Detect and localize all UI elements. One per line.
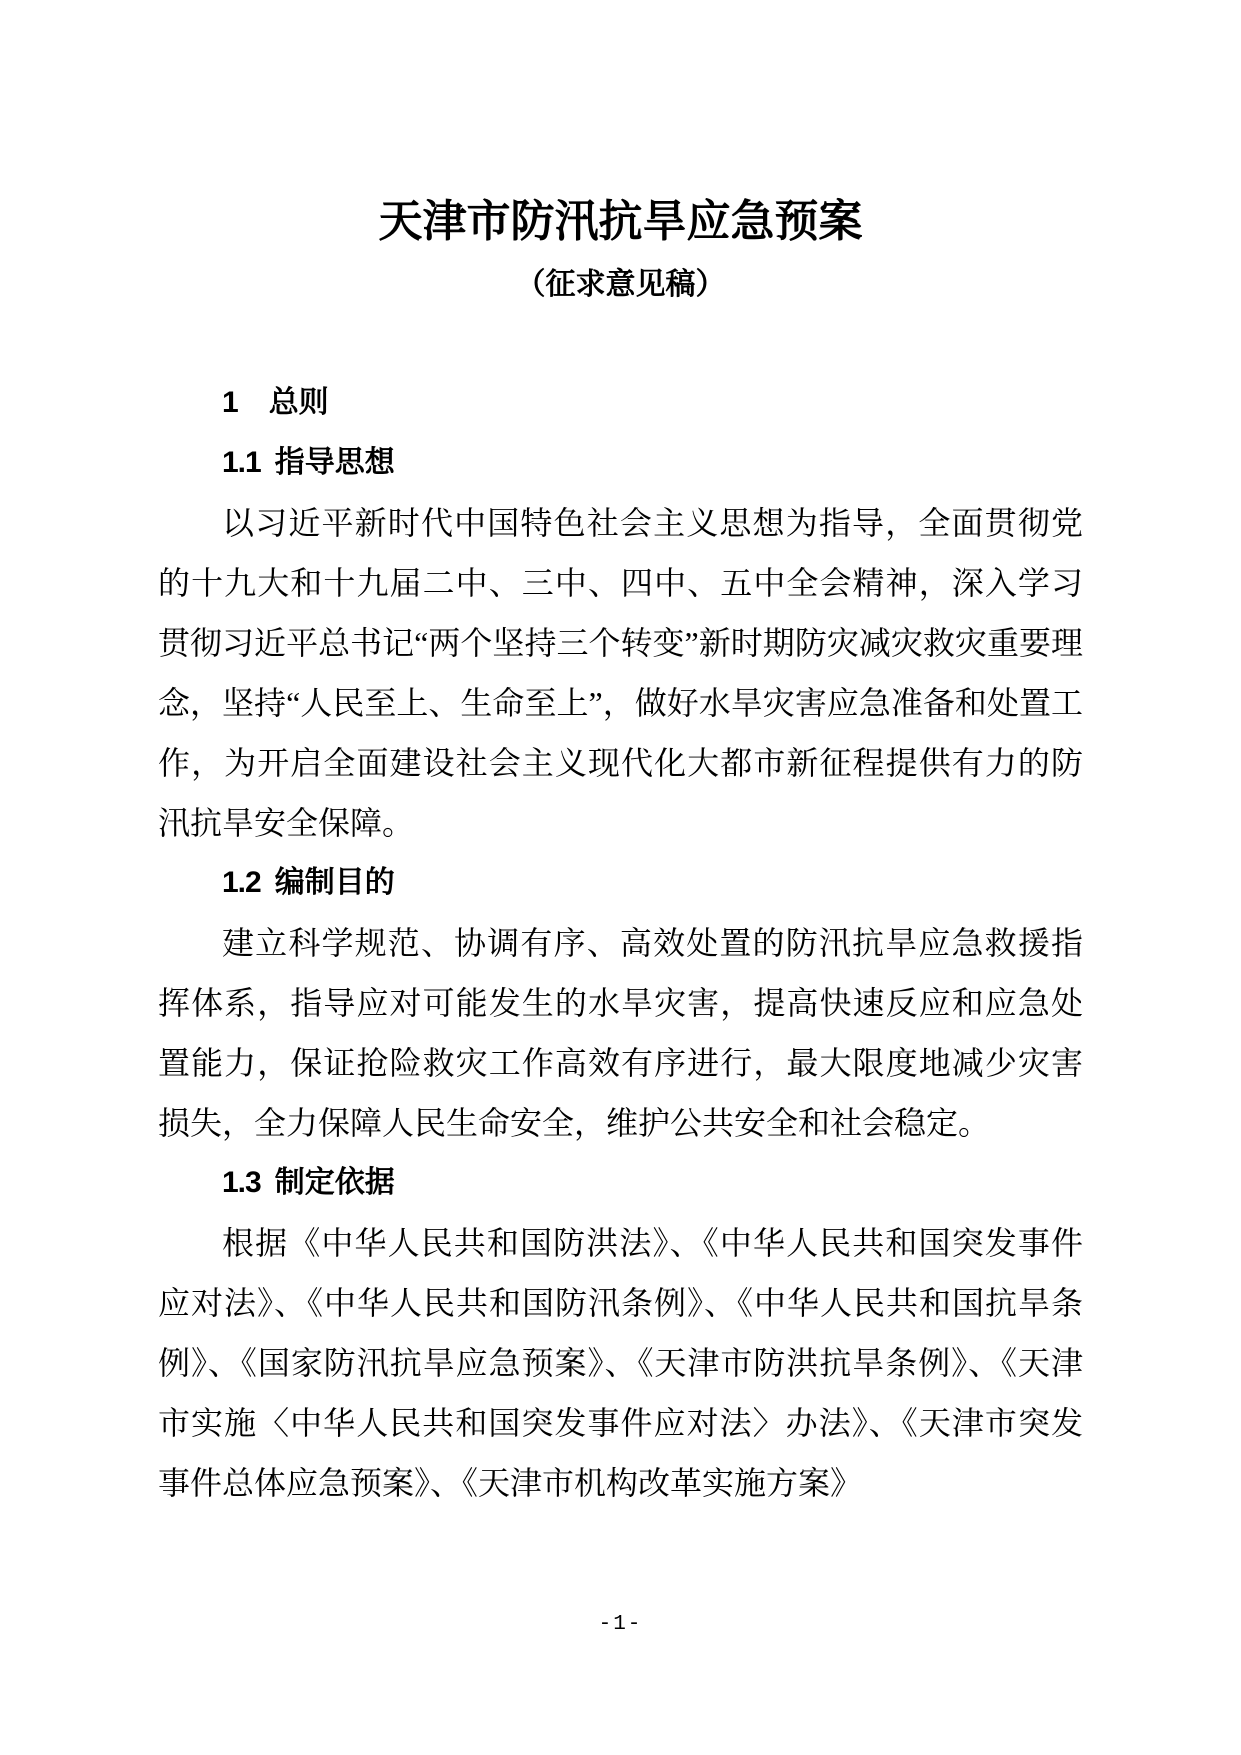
section-1-3-paragraph: 根据《中华人民共和国防洪法》、《中华人民共和国突发事件应对法》、《中华人民共和国防汛条例》、《中华人民共和国抗旱条例》、《国家防汛抗旱应急预案》、《天津市防洪抗旱条例》、《天津市实施〈中华人民共和国突发事件应对法〉办法》、《天津市突发事件总体应急预案》、《天津市机构改革实施方案》 xyxy=(158,1225,1083,1501)
document-body xyxy=(158,373,1083,1513)
section-1-1-paragraph: 以习近平新时代中国特色社会主义思想为指导，全面贯彻党的十九大和十九届二中、三中、四中、五中全会精神，深入学习贯彻习近平总书记“两个坚持三个转变”新时期防灾减灾救灾重要理念，坚持“人民至上、生命至上”，做好水旱灾害应急准备和处置工作，为开启全面建设社会主义现代化大都市新征程提供有力的防汛抗旱安全保障。 xyxy=(158,505,1083,841)
section-1-1-label: 指导思想 xyxy=(274,446,395,479)
document-title: 天津市防汛抗旱应急预案 xyxy=(378,197,863,246)
section-1-number: 1 xyxy=(222,386,239,419)
section-1-1-number: 1.1 xyxy=(222,446,261,479)
document-subtitle: （征求意见稿） xyxy=(515,268,726,301)
section-1-2-paragraph: 建立科学规范、协调有序、高效处置的防汛抗旱应急救援指挥体系，指导应对可能发生的水旱灾害，提高快速反应和应急处置能力，保证抢险救灾工作高效有序进行，最大限度地减少灾害损失，全力保障人民生命安全，维护公共安全和社会稳定。 xyxy=(158,925,1083,1141)
section-1-2-label: 编制目的 xyxy=(274,866,395,899)
section-heading-1 xyxy=(158,373,1083,433)
section-1-2-number: 1.2 xyxy=(222,866,261,899)
section-heading-1-2 xyxy=(158,853,1083,913)
page-number: -1- xyxy=(598,1613,643,1636)
section-heading-1-1 xyxy=(158,433,1083,493)
section-1-label: 总则 xyxy=(268,386,329,419)
section-1-3-number: 1.3 xyxy=(222,1166,261,1199)
section-heading-1-3 xyxy=(158,1153,1083,1213)
section-1-3-label: 制定依据 xyxy=(274,1166,395,1199)
